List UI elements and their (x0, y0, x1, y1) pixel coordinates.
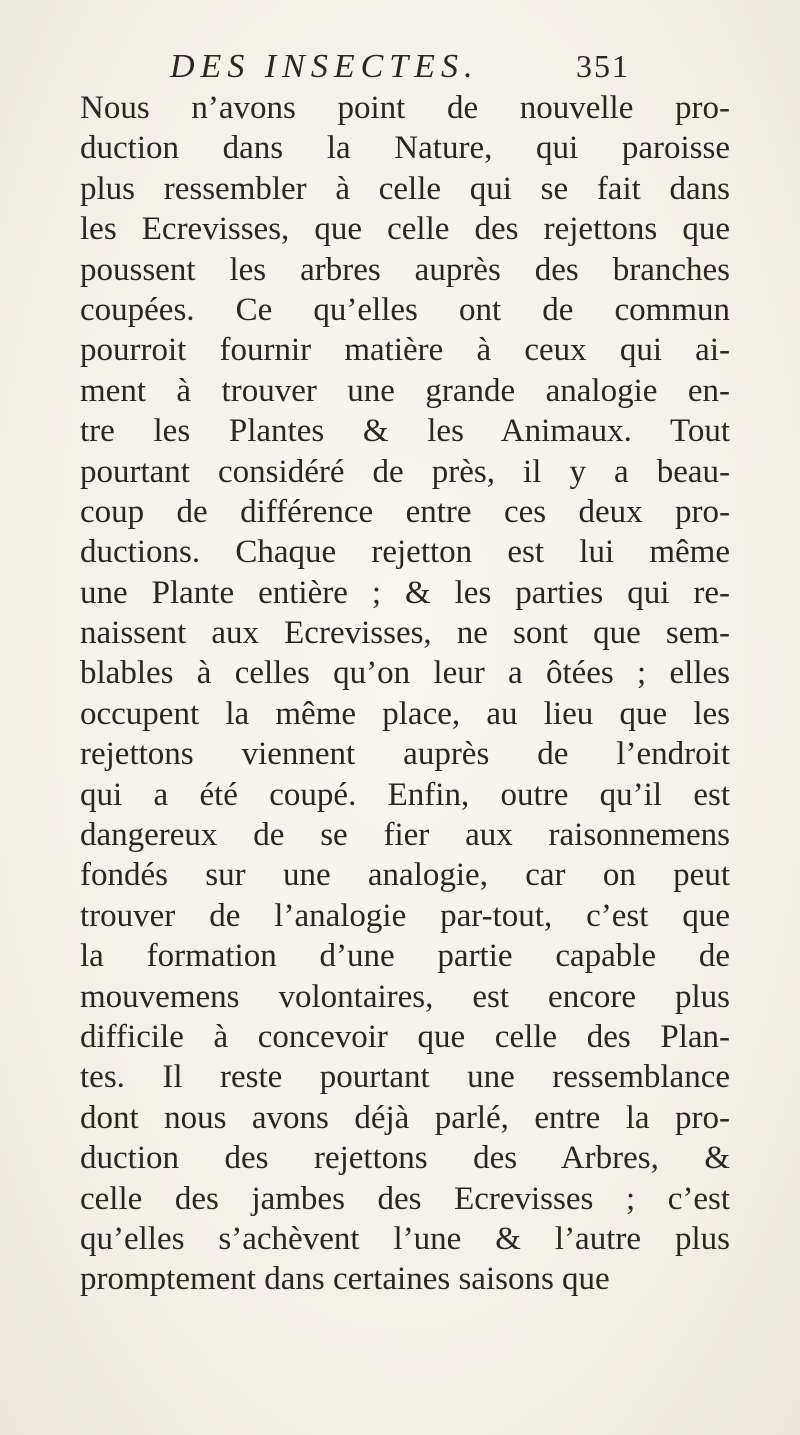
text-line: la formation d’une partie capable de (80, 938, 730, 975)
text-line: naissent aux Ecrevisses, ne sont que sem- (80, 615, 730, 652)
text-line: qui a été coupé. Enfin, outre qu’il est (80, 776, 730, 813)
text-line: une Plante entière ; & les parties qui re- (80, 574, 730, 611)
text-line: trouver de l’analogie par-tout, c’est que (80, 897, 730, 934)
text-line: ductions. Chaque rejetton est lui même (80, 534, 730, 571)
text-line: dangereux de se fier aux raisonnemens (80, 817, 730, 854)
text-line: occupent la même place, au lieu que les (80, 695, 730, 732)
text-line: promptement dans certaines saisons que (80, 1261, 610, 1298)
text-line: duction dans la Nature, qui paroisse (80, 130, 730, 167)
text-line: pourroit fournir matière à ceux qui ai- (80, 332, 730, 369)
text-line: Nous n’avons point de nouvelle pro- (80, 90, 730, 126)
text-line: celle des jambes des Ecrevisses ; c’est (80, 1180, 730, 1217)
page-number: 351 (576, 48, 630, 84)
text-line: poussent les arbres auprès des branches (80, 251, 730, 288)
text-line: rejettons viennent auprès de l’endroit (80, 736, 730, 773)
running-title: DES INSECTES. (170, 48, 479, 85)
text-line: les Ecrevisses, que celle des rejettons que (80, 211, 730, 248)
text-line: duction des rejettons des Arbres, & (80, 1140, 730, 1177)
running-head (170, 48, 630, 88)
text-line: difficile à concevoir que celle des Plan- (80, 1018, 730, 1055)
text-line: ment à trouver une grande analogie en- (80, 372, 730, 409)
text-line: mouvemens volontaires, est encore plus (80, 978, 730, 1015)
text-line: fondés sur une analogie, car on peut (80, 857, 730, 894)
text-line: qu’elles s’achèvent l’une & l’autre plus (80, 1220, 730, 1257)
text-line: coup de différence entre ces deux pro- (80, 493, 730, 530)
text-line: tes. Il reste pourtant une ressemblance (80, 1059, 730, 1096)
text-line: tre les Plantes & les Animaux. Tout (80, 413, 730, 450)
body-text (80, 88, 730, 1300)
text-line: blables à celles qu’on leur a ôtées ; elles (80, 655, 730, 692)
text-line: pourtant considéré de près, il y a beau- (80, 453, 730, 490)
text-line: plus ressembler à celle qui se fait dans (80, 170, 730, 207)
text-line: coupées. Ce qu’elles ont de commun (80, 291, 730, 328)
text-line: dont nous avons déjà parlé, entre la pro- (80, 1099, 730, 1136)
